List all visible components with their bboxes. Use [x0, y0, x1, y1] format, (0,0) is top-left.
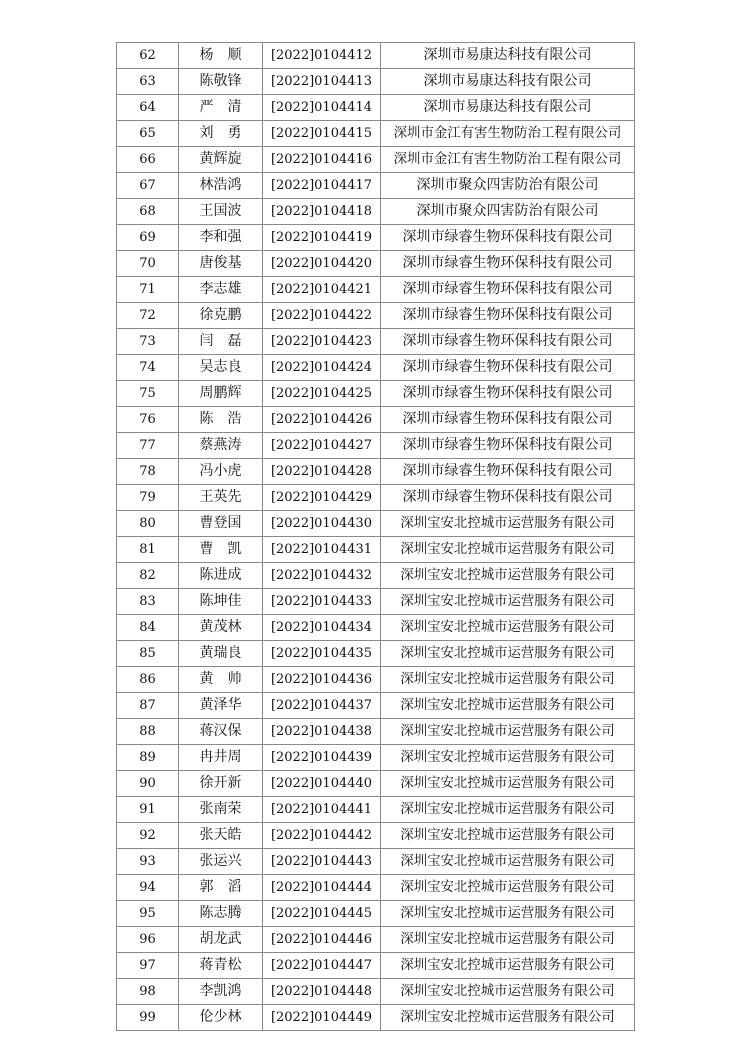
cell-organization-name: 深圳宝安北控城市运营服务有限公司: [381, 823, 635, 849]
table-row: [117, 979, 635, 1005]
cell-sequence-number: 72: [117, 303, 179, 329]
table-row: [117, 407, 635, 433]
table-row: [117, 693, 635, 719]
cell-person-name: 冯小虎: [179, 459, 263, 485]
cell-sequence-number: 98: [117, 979, 179, 1005]
cell-certificate-number: [2022]0104426: [263, 407, 381, 433]
cell-sequence-number: 70: [117, 251, 179, 277]
table-row: [117, 69, 635, 95]
cell-person-name: 曹凯: [179, 537, 263, 563]
table-row: [117, 875, 635, 901]
cell-person-name: 张运兴: [179, 849, 263, 875]
cell-person-name: 黄泽华: [179, 693, 263, 719]
cell-person-name: 陈浩: [179, 407, 263, 433]
roster-table: [116, 42, 635, 1031]
table-row: [117, 147, 635, 173]
cell-certificate-number: [2022]0104415: [263, 121, 381, 147]
cell-person-name: 伦少林: [179, 1005, 263, 1031]
cell-person-name: 黄瑞良: [179, 641, 263, 667]
cell-organization-name: 深圳宝安北控城市运营服务有限公司: [381, 511, 635, 537]
cell-certificate-number: [2022]0104449: [263, 1005, 381, 1031]
cell-organization-name: 深圳市绿睿生物环保科技有限公司: [381, 433, 635, 459]
cell-certificate-number: [2022]0104440: [263, 771, 381, 797]
cell-organization-name: 深圳市绿睿生物环保科技有限公司: [381, 277, 635, 303]
cell-organization-name: 深圳市绿睿生物环保科技有限公司: [381, 381, 635, 407]
cell-person-name: 严清: [179, 95, 263, 121]
cell-sequence-number: 82: [117, 563, 179, 589]
cell-person-name: 李志雄: [179, 277, 263, 303]
cell-certificate-number: [2022]0104435: [263, 641, 381, 667]
cell-certificate-number: [2022]0104414: [263, 95, 381, 121]
table-row: [117, 823, 635, 849]
table-row: [117, 1005, 635, 1031]
cell-organization-name: 深圳市聚众四害防治有限公司: [381, 173, 635, 199]
table-row: [117, 95, 635, 121]
cell-sequence-number: 83: [117, 589, 179, 615]
cell-organization-name: 深圳宝安北控城市运营服务有限公司: [381, 641, 635, 667]
cell-certificate-number: [2022]0104430: [263, 511, 381, 537]
cell-sequence-number: 75: [117, 381, 179, 407]
cell-organization-name: 深圳市绿睿生物环保科技有限公司: [381, 303, 635, 329]
table-row: [117, 303, 635, 329]
cell-person-name: 胡龙武: [179, 927, 263, 953]
table-row: [117, 485, 635, 511]
cell-certificate-number: [2022]0104438: [263, 719, 381, 745]
cell-organization-name: 深圳市绿睿生物环保科技有限公司: [381, 407, 635, 433]
table-row: [117, 927, 635, 953]
cell-sequence-number: 77: [117, 433, 179, 459]
table-row: [117, 719, 635, 745]
table-row: [117, 459, 635, 485]
cell-certificate-number: [2022]0104422: [263, 303, 381, 329]
cell-organization-name: 深圳宝安北控城市运营服务有限公司: [381, 875, 635, 901]
cell-certificate-number: [2022]0104444: [263, 875, 381, 901]
cell-sequence-number: 67: [117, 173, 179, 199]
table-row: [117, 901, 635, 927]
cell-organization-name: 深圳宝安北控城市运营服务有限公司: [381, 771, 635, 797]
cell-organization-name: 深圳市易康达科技有限公司: [381, 95, 635, 121]
cell-organization-name: 深圳市易康达科技有限公司: [381, 43, 635, 69]
cell-sequence-number: 99: [117, 1005, 179, 1031]
cell-organization-name: 深圳市绿睿生物环保科技有限公司: [381, 329, 635, 355]
table-row: [117, 797, 635, 823]
cell-person-name: 黄茂林: [179, 615, 263, 641]
cell-sequence-number: 65: [117, 121, 179, 147]
cell-certificate-number: [2022]0104417: [263, 173, 381, 199]
table-row: [117, 563, 635, 589]
cell-organization-name: 深圳宝安北控城市运营服务有限公司: [381, 927, 635, 953]
cell-person-name: 陈坤佳: [179, 589, 263, 615]
cell-person-name: 陈敬锋: [179, 69, 263, 95]
cell-sequence-number: 66: [117, 147, 179, 173]
cell-organization-name: 深圳宝安北控城市运营服务有限公司: [381, 667, 635, 693]
cell-certificate-number: [2022]0104420: [263, 251, 381, 277]
cell-organization-name: 深圳市绿睿生物环保科技有限公司: [381, 355, 635, 381]
table-row: [117, 745, 635, 771]
cell-person-name: 林浩鸿: [179, 173, 263, 199]
table-row: [117, 43, 635, 69]
cell-organization-name: 深圳宝安北控城市运营服务有限公司: [381, 589, 635, 615]
cell-person-name: 徐开新: [179, 771, 263, 797]
cell-certificate-number: [2022]0104432: [263, 563, 381, 589]
table-row: [117, 199, 635, 225]
cell-person-name: 张南荣: [179, 797, 263, 823]
table-row: [117, 251, 635, 277]
cell-certificate-number: [2022]0104443: [263, 849, 381, 875]
table-row: [117, 433, 635, 459]
table-row: [117, 381, 635, 407]
cell-organization-name: 深圳宝安北控城市运营服务有限公司: [381, 797, 635, 823]
cell-organization-name: 深圳宝安北控城市运营服务有限公司: [381, 745, 635, 771]
cell-person-name: 陈进成: [179, 563, 263, 589]
cell-sequence-number: 90: [117, 771, 179, 797]
cell-person-name: 蔡燕涛: [179, 433, 263, 459]
cell-person-name: 张天皓: [179, 823, 263, 849]
cell-certificate-number: [2022]0104436: [263, 667, 381, 693]
table-row: [117, 771, 635, 797]
cell-organization-name: 深圳宝安北控城市运营服务有限公司: [381, 1005, 635, 1031]
cell-person-name: 黄帅: [179, 667, 263, 693]
cell-sequence-number: 68: [117, 199, 179, 225]
cell-sequence-number: 86: [117, 667, 179, 693]
table-row: [117, 329, 635, 355]
cell-person-name: 蒋青松: [179, 953, 263, 979]
cell-organization-name: 深圳宝安北控城市运营服务有限公司: [381, 563, 635, 589]
table-row: [117, 121, 635, 147]
cell-sequence-number: 85: [117, 641, 179, 667]
cell-sequence-number: 63: [117, 69, 179, 95]
cell-organization-name: 深圳市绿睿生物环保科技有限公司: [381, 251, 635, 277]
cell-organization-name: 深圳宝安北控城市运营服务有限公司: [381, 537, 635, 563]
cell-organization-name: 深圳宝安北控城市运营服务有限公司: [381, 901, 635, 927]
table-row: [117, 277, 635, 303]
cell-sequence-number: 81: [117, 537, 179, 563]
table-row: [117, 355, 635, 381]
cell-sequence-number: 64: [117, 95, 179, 121]
cell-certificate-number: [2022]0104423: [263, 329, 381, 355]
cell-person-name: 徐克鹏: [179, 303, 263, 329]
cell-organization-name: 深圳宝安北控城市运营服务有限公司: [381, 849, 635, 875]
roster-table-body: [117, 43, 635, 1031]
cell-sequence-number: 88: [117, 719, 179, 745]
cell-sequence-number: 94: [117, 875, 179, 901]
table-row: [117, 849, 635, 875]
cell-organization-name: 深圳市金江有害生物防治工程有限公司: [381, 121, 635, 147]
cell-person-name: 吴志良: [179, 355, 263, 381]
cell-organization-name: 深圳市聚众四害防治有限公司: [381, 199, 635, 225]
cell-certificate-number: [2022]0104413: [263, 69, 381, 95]
cell-organization-name: 深圳市金江有害生物防治工程有限公司: [381, 147, 635, 173]
table-row: [117, 173, 635, 199]
cell-sequence-number: 69: [117, 225, 179, 251]
cell-sequence-number: 78: [117, 459, 179, 485]
cell-person-name: 郭滔: [179, 875, 263, 901]
cell-certificate-number: [2022]0104434: [263, 615, 381, 641]
cell-person-name: 闫磊: [179, 329, 263, 355]
cell-sequence-number: 80: [117, 511, 179, 537]
cell-person-name: 王国波: [179, 199, 263, 225]
cell-certificate-number: [2022]0104446: [263, 927, 381, 953]
cell-certificate-number: [2022]0104437: [263, 693, 381, 719]
cell-sequence-number: 91: [117, 797, 179, 823]
table-row: [117, 225, 635, 251]
cell-certificate-number: [2022]0104447: [263, 953, 381, 979]
cell-person-name: 李和强: [179, 225, 263, 251]
cell-person-name: 曹登国: [179, 511, 263, 537]
cell-certificate-number: [2022]0104412: [263, 43, 381, 69]
cell-person-name: 王英先: [179, 485, 263, 511]
cell-certificate-number: [2022]0104433: [263, 589, 381, 615]
cell-sequence-number: 62: [117, 43, 179, 69]
cell-certificate-number: [2022]0104424: [263, 355, 381, 381]
cell-organization-name: 深圳宝安北控城市运营服务有限公司: [381, 615, 635, 641]
cell-organization-name: 深圳宝安北控城市运营服务有限公司: [381, 953, 635, 979]
cell-certificate-number: [2022]0104416: [263, 147, 381, 173]
cell-organization-name: 深圳宝安北控城市运营服务有限公司: [381, 719, 635, 745]
cell-person-name: 黄辉旋: [179, 147, 263, 173]
cell-sequence-number: 74: [117, 355, 179, 381]
cell-organization-name: 深圳市绿睿生物环保科技有限公司: [381, 225, 635, 251]
cell-organization-name: 深圳宝安北控城市运营服务有限公司: [381, 693, 635, 719]
cell-person-name: 刘勇: [179, 121, 263, 147]
cell-certificate-number: [2022]0104441: [263, 797, 381, 823]
cell-certificate-number: [2022]0104428: [263, 459, 381, 485]
cell-certificate-number: [2022]0104419: [263, 225, 381, 251]
cell-sequence-number: 73: [117, 329, 179, 355]
cell-person-name: 陈志腾: [179, 901, 263, 927]
table-row: [117, 667, 635, 693]
cell-person-name: 冉井周: [179, 745, 263, 771]
cell-sequence-number: 89: [117, 745, 179, 771]
table-row: [117, 641, 635, 667]
cell-person-name: 周鹏辉: [179, 381, 263, 407]
cell-certificate-number: [2022]0104445: [263, 901, 381, 927]
cell-certificate-number: [2022]0104427: [263, 433, 381, 459]
cell-organization-name: 深圳宝安北控城市运营服务有限公司: [381, 979, 635, 1005]
cell-certificate-number: [2022]0104425: [263, 381, 381, 407]
cell-sequence-number: 93: [117, 849, 179, 875]
cell-certificate-number: [2022]0104429: [263, 485, 381, 511]
table-row: [117, 537, 635, 563]
cell-certificate-number: [2022]0104421: [263, 277, 381, 303]
cell-person-name: 李凯鸿: [179, 979, 263, 1005]
cell-sequence-number: 71: [117, 277, 179, 303]
cell-certificate-number: [2022]0104448: [263, 979, 381, 1005]
cell-sequence-number: 92: [117, 823, 179, 849]
cell-sequence-number: 87: [117, 693, 179, 719]
cell-organization-name: 深圳市绿睿生物环保科技有限公司: [381, 459, 635, 485]
cell-person-name: 杨顺: [179, 43, 263, 69]
cell-sequence-number: 96: [117, 927, 179, 953]
cell-certificate-number: [2022]0104439: [263, 745, 381, 771]
cell-person-name: 蒋汉保: [179, 719, 263, 745]
table-row: [117, 953, 635, 979]
cell-certificate-number: [2022]0104442: [263, 823, 381, 849]
cell-sequence-number: 95: [117, 901, 179, 927]
table-row: [117, 511, 635, 537]
cell-organization-name: 深圳市绿睿生物环保科技有限公司: [381, 485, 635, 511]
cell-certificate-number: [2022]0104418: [263, 199, 381, 225]
cell-certificate-number: [2022]0104431: [263, 537, 381, 563]
cell-sequence-number: 97: [117, 953, 179, 979]
table-row: [117, 589, 635, 615]
cell-sequence-number: 76: [117, 407, 179, 433]
cell-organization-name: 深圳市易康达科技有限公司: [381, 69, 635, 95]
table-row: [117, 615, 635, 641]
cell-person-name: 唐俊基: [179, 251, 263, 277]
cell-sequence-number: 84: [117, 615, 179, 641]
cell-sequence-number: 79: [117, 485, 179, 511]
